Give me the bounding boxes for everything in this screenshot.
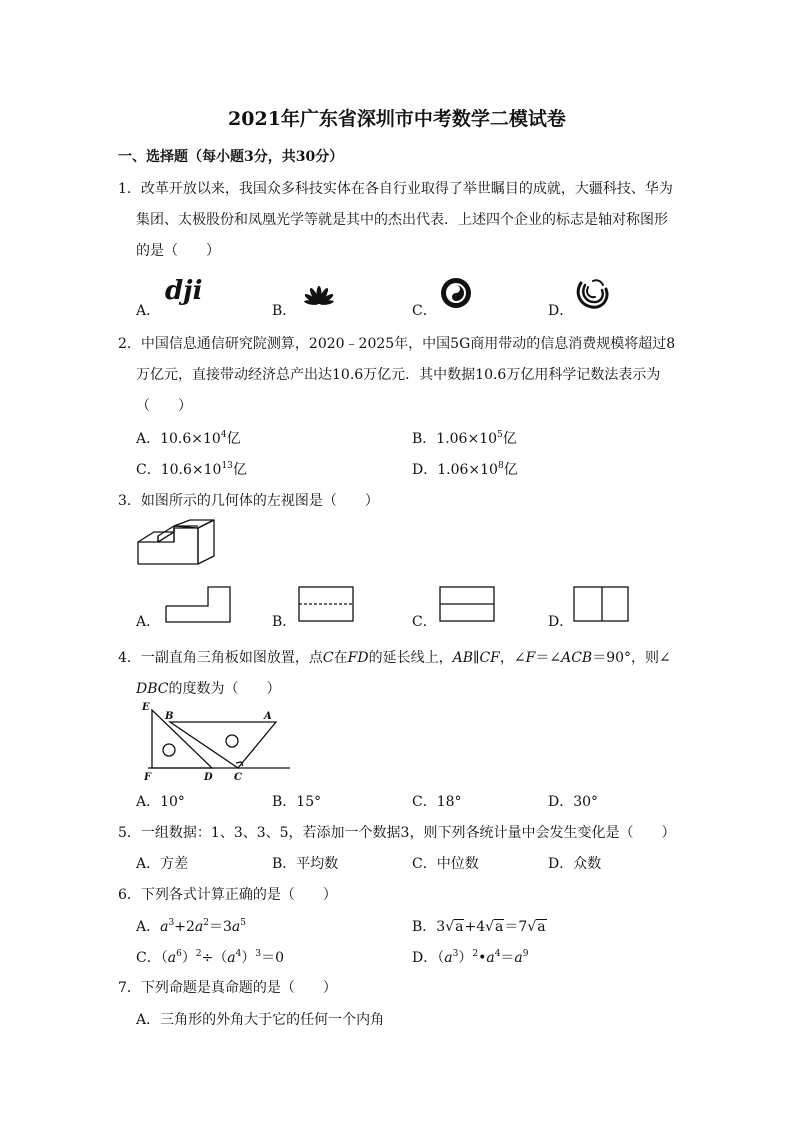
q4-line2	[136, 678, 280, 698]
q6-c-part: C．（	[136, 950, 168, 966]
q4-option-a[interactable]: A．10°	[136, 794, 185, 810]
q6-d-exp: 9	[522, 949, 529, 959]
q6-c-exp: 2	[195, 949, 202, 959]
q6-a-part: ＝3	[208, 919, 232, 935]
q4-segment-cf: CF	[479, 650, 500, 666]
q6-option-a[interactable]	[136, 916, 246, 936]
q6-d-var: a	[514, 950, 523, 966]
q6-c-exp: 6	[176, 949, 182, 959]
q6-b-part: +4	[464, 919, 486, 935]
q2-line3: （ ）	[136, 398, 192, 414]
q4-label-e: E	[142, 702, 150, 713]
phoenix-logo	[573, 275, 613, 317]
q6-b-part: ＝7	[504, 919, 528, 935]
q4-label-a: A	[264, 711, 272, 722]
q7-line1: 7．下列命题是真命题的是（ ）	[118, 980, 337, 996]
q4-label-c: C	[234, 772, 242, 783]
q6-option-b[interactable]	[412, 916, 547, 936]
q5-option-a[interactable]: A．方差	[136, 856, 189, 872]
q4-line1	[118, 647, 671, 667]
q6-d-part: D．（	[412, 950, 445, 966]
taiji-logo	[437, 275, 475, 315]
q3-view-a	[164, 584, 234, 628]
q6-c-part: ÷（	[201, 950, 228, 966]
q2-b-base: B．1.06×10	[412, 431, 498, 447]
q6-b-radicand: a	[537, 919, 546, 935]
q3-line1: 3．如图所示的几何体的左视图是（ ）	[118, 493, 379, 509]
q4-angle-dbc: DBC	[136, 681, 169, 697]
q6-b-radicand: a	[455, 919, 464, 935]
sqrt-icon: √	[445, 919, 455, 935]
q2-option-d[interactable]	[412, 459, 518, 479]
q4-label-b: B	[165, 711, 174, 722]
section-heading: 一、选择题（每小题3分，共30分）	[118, 149, 344, 165]
q6-d-var: a	[444, 950, 453, 966]
q2-line2: 万亿元，直接带动经济总产出达10.6万亿元．其中数据10.6万亿用科学记数法表示为	[136, 367, 661, 383]
q2-a-base: A．10.6×10	[136, 431, 221, 447]
q2-option-a[interactable]	[136, 428, 241, 448]
q4-label-f: F	[144, 772, 152, 783]
q1-line1: 1．改革开放以来，我国众多科技实体在各自行业取得了举世瞩目的成就，大疆科技、华为	[118, 181, 673, 197]
q2-c-unit: 亿	[232, 462, 247, 478]
q1-line3: 的是（ ）	[136, 243, 220, 259]
q6-c-var: a	[167, 950, 177, 966]
q3-option-c[interactable]: C．	[412, 614, 437, 630]
q3-option-d[interactable]: D．	[548, 614, 574, 630]
q6-a-exp: 5	[240, 918, 246, 928]
q6-line1: 6．下列各式计算正确的是（ ）	[118, 887, 337, 903]
q6-c-exp: 4	[235, 949, 242, 959]
q3-view-b	[297, 584, 355, 628]
q4-option-b[interactable]: B．15°	[272, 794, 322, 810]
q6-d-exp: 2	[472, 949, 479, 959]
q4-point-c: C	[322, 650, 334, 666]
q1-option-b[interactable]: B．	[272, 303, 297, 319]
q5-option-d[interactable]: D．众数	[548, 856, 602, 872]
q6-d-part: ＝	[500, 950, 515, 966]
page-title: 2021年广东省深圳市中考数学二模试卷	[228, 108, 566, 130]
q7-option-a[interactable]: A．三角形的外角大于它的任何一个内角	[136, 1012, 385, 1028]
q6-d-var: a	[486, 950, 495, 966]
q4-segment-fd: FD	[347, 650, 369, 666]
q6-a-exp: 2	[203, 918, 209, 928]
q6-a-var: a	[160, 919, 169, 935]
q2-a-exponent: 4	[220, 430, 227, 440]
dji-logo	[163, 278, 215, 310]
q6-c-var: a	[227, 950, 236, 966]
q2-d-base: D．1.06×10	[412, 462, 498, 478]
q4-parallel-symbol: ∥	[473, 650, 480, 666]
q4-text-2: 在	[333, 650, 348, 666]
q2-a-unit: 亿	[226, 431, 241, 447]
q4-segment-ab: AB	[452, 650, 473, 666]
huawei-logo	[297, 284, 341, 314]
q6-c-exp: 3	[255, 949, 262, 959]
q2-d-unit: 亿	[503, 462, 518, 478]
q6-a-part: +2	[174, 919, 195, 935]
q5-option-c[interactable]: C．中位数	[412, 856, 479, 872]
q6-b-part: B．3	[412, 919, 446, 935]
q6-d-exp: 4	[494, 949, 501, 959]
q5-option-b[interactable]: B．平均数	[272, 856, 339, 872]
q6-option-d[interactable]	[412, 947, 529, 967]
q6-d-part: •	[478, 950, 487, 966]
q6-c-part: ＝0	[261, 950, 285, 966]
q3-view-c	[438, 584, 496, 628]
q1-option-a[interactable]: A．	[136, 303, 161, 319]
q2-option-c[interactable]	[136, 459, 247, 479]
q3-option-b[interactable]: B．	[272, 614, 297, 630]
sqrt-icon: √	[485, 919, 495, 935]
q4-text-1: 4．一副直角三角板如图放置，点	[118, 650, 323, 666]
q1-option-d[interactable]: D．	[548, 303, 574, 319]
q4-angle-f: F	[525, 650, 536, 666]
q6-d-exp: 3	[452, 949, 459, 959]
q1-line2: 集团、太极股份和凤凰光学等就是其中的杰出代表．上述四个企业的标志是轴对称图形	[136, 212, 668, 228]
q2-option-b[interactable]	[412, 428, 517, 448]
q6-a-part: A．	[136, 919, 161, 935]
q4-text-3: 的延长线上，	[368, 650, 453, 666]
q3-option-a[interactable]: A．	[136, 614, 161, 630]
q4-angle-acb: ACB	[561, 650, 593, 666]
q4-text-7: 的度数为（ ）	[168, 681, 281, 697]
q2-d-exponent: 8	[497, 461, 504, 471]
q1-option-c[interactable]: C．	[412, 303, 437, 319]
q3-solid-figure	[136, 518, 226, 578]
q4-triangle-figure	[138, 700, 298, 788]
q6-a-var: a	[231, 919, 241, 935]
q6-a-var: a	[194, 919, 204, 935]
q5-line1: 5．一组数据：1、3、3、5，若添加一个数据3，则下列各统计量中会发生变化是（ ）	[118, 825, 676, 841]
q4-text-4: ，∠	[499, 650, 526, 666]
q3-view-d	[572, 584, 630, 628]
q4-text-5: ＝∠	[535, 650, 562, 666]
sqrt-icon: √	[527, 919, 537, 935]
q6-c-part: ）	[181, 950, 196, 966]
q2-line1: 2．中国信息通信研究院测算，2020﹣2025年，中国5G商用带动的信息消费规模将超过8	[118, 336, 676, 352]
q6-c-part: ）	[241, 950, 256, 966]
q4-option-c[interactable]: C．18°	[412, 794, 462, 810]
q2-b-exponent: 5	[497, 430, 503, 440]
q4-label-d: D	[204, 772, 213, 783]
q2-c-exponent: 13	[221, 461, 233, 471]
q6-b-radicand: a	[495, 919, 504, 935]
q4-option-d[interactable]: D．30°	[548, 794, 599, 810]
q2-b-unit: 亿	[502, 431, 517, 447]
q4-text-6: ＝90°，则∠	[592, 650, 671, 666]
q6-a-exp: 3	[168, 918, 175, 928]
q2-c-base: C．10.6×10	[136, 462, 222, 478]
q6-option-c[interactable]	[136, 947, 284, 967]
q6-d-part: ）	[458, 950, 473, 966]
dji-logo-text: dji	[165, 278, 203, 306]
